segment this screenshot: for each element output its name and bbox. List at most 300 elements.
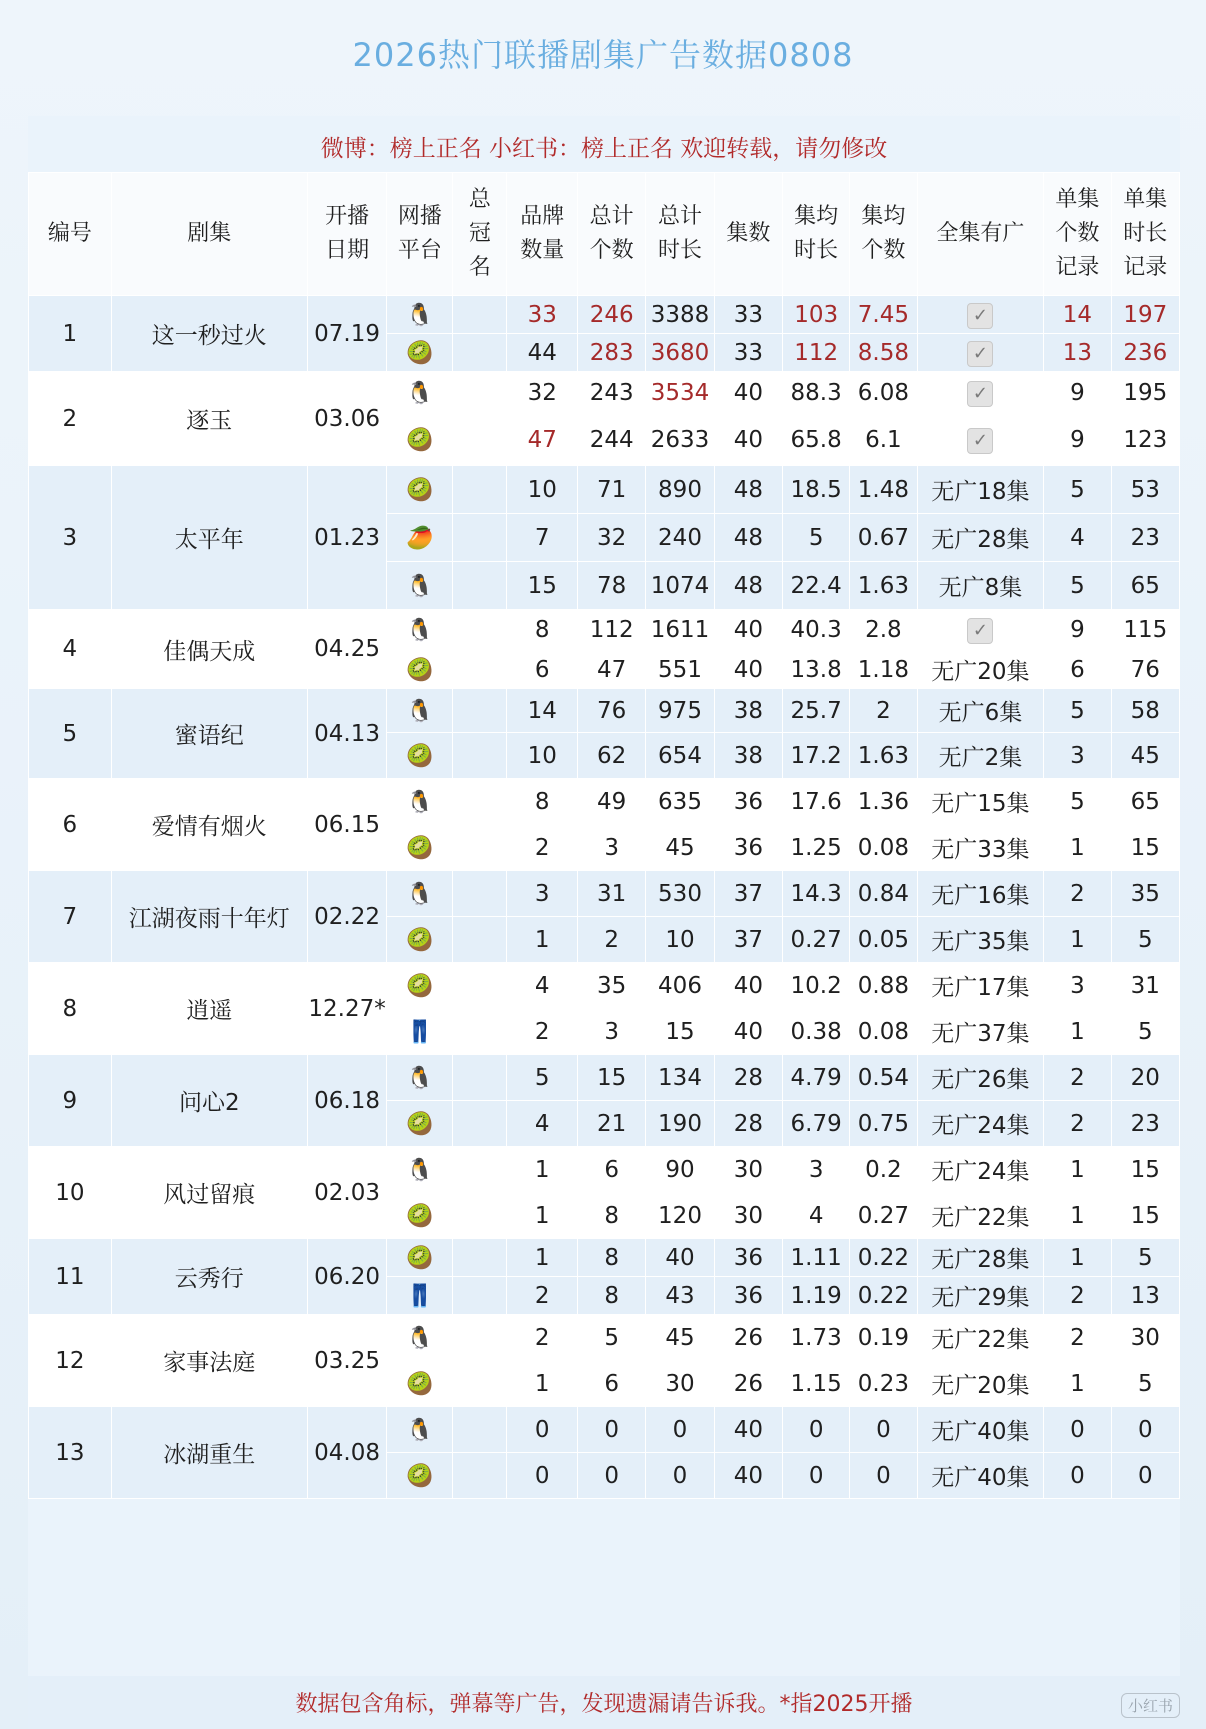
total-duration-cell: 2633 [646, 414, 714, 466]
ad-data-table [28, 172, 1180, 1499]
show-number-cell: 9 [29, 1055, 112, 1147]
single-count-cell: 3 [1044, 733, 1111, 779]
episodes-cell: 40 [714, 1009, 782, 1055]
single-duration-cell: 23 [1111, 514, 1179, 562]
penguin-icon: 🐧 [406, 881, 434, 907]
episodes-cell: 36 [714, 1239, 782, 1277]
kiwi-icon: 🥝 [406, 835, 434, 861]
mango-icon: 🥭 [406, 525, 434, 551]
platform-cell [387, 1361, 453, 1407]
show-name-cell: 风过留痕 [111, 1147, 307, 1239]
show-number-cell: 4 [29, 610, 112, 689]
kiwi-icon: 🥝 [406, 1371, 434, 1397]
column-header-line: 开播 [325, 203, 370, 229]
table-body [29, 296, 1180, 1499]
column-header-line: 时长 [657, 238, 702, 263]
episodes-cell: 33 [714, 334, 782, 372]
episodes-cell: 40 [714, 651, 782, 689]
total-duration-cell: 190 [646, 1101, 714, 1147]
brands-cell: 0 [507, 1453, 578, 1499]
episodes-cell: 40 [714, 610, 782, 651]
single-duration-cell: 13 [1111, 1277, 1179, 1315]
air-date-cell: 04.25 [307, 610, 386, 689]
single-count-cell: 0 [1044, 1407, 1111, 1453]
platform-cell [387, 1277, 453, 1315]
column-header-line: 总计 [657, 203, 702, 229]
total-duration-cell: 134 [646, 1055, 714, 1101]
column-header [387, 173, 453, 296]
total-count-cell: 112 [577, 610, 645, 651]
single-count-cell: 5 [1044, 779, 1111, 825]
kiwi-icon: 🥝 [406, 1463, 434, 1489]
single-duration-cell: 45 [1111, 733, 1179, 779]
single-duration-cell: 65 [1111, 779, 1179, 825]
avg-duration-cell: 17.6 [783, 779, 850, 825]
watermark-logo: 小红书 [1121, 1693, 1180, 1718]
single-count-cell: 1 [1044, 1361, 1111, 1407]
air-date-cell: 02.03 [307, 1147, 386, 1239]
sponsor-cell [453, 651, 507, 689]
avg-count-cell: 0.84 [850, 871, 917, 917]
air-date-cell: 03.06 [307, 372, 386, 466]
avg-duration-cell: 5 [783, 514, 850, 562]
all-ads-cell: 无广20集 [917, 1361, 1044, 1407]
total-duration-cell: 975 [646, 689, 714, 733]
column-header [307, 173, 386, 296]
jeans-icon: 👖 [406, 1283, 434, 1309]
episodes-cell: 33 [714, 296, 782, 334]
platform-cell [387, 963, 453, 1009]
single-duration-cell: 53 [1111, 466, 1179, 514]
sponsor-cell [453, 1407, 507, 1453]
column-header-line: 个数 [861, 238, 906, 263]
brands-cell: 1 [507, 1193, 578, 1239]
total-duration-cell: 15 [646, 1009, 714, 1055]
brands-cell: 33 [507, 296, 578, 334]
all-ads-cell: 无广40集 [917, 1453, 1044, 1499]
checkmark-icon: ✓ [967, 428, 993, 454]
avg-duration-cell: 17.2 [783, 733, 850, 779]
episodes-cell: 48 [714, 466, 782, 514]
show-name-cell: 逍遥 [111, 963, 307, 1055]
single-duration-cell: 30 [1111, 1315, 1179, 1361]
single-duration-cell: 123 [1111, 414, 1179, 466]
single-duration-cell: 5 [1111, 1009, 1179, 1055]
platform-cell [387, 1239, 453, 1277]
avg-duration-cell: 4.79 [783, 1055, 850, 1101]
air-date-cell: 03.25 [307, 1315, 386, 1407]
total-duration-cell: 3680 [646, 334, 714, 372]
column-header [453, 173, 507, 296]
kiwi-icon: 🥝 [406, 1203, 434, 1229]
show-number-cell: 8 [29, 963, 112, 1055]
single-count-cell: 2 [1044, 871, 1111, 917]
brands-cell: 2 [507, 1315, 578, 1361]
all-ads-cell [917, 296, 1044, 334]
avg-duration-cell: 10.2 [783, 963, 850, 1009]
total-duration-cell: 551 [646, 651, 714, 689]
episodes-cell: 28 [714, 1055, 782, 1101]
avg-duration-cell: 65.8 [783, 414, 850, 466]
episodes-cell: 30 [714, 1193, 782, 1239]
brands-cell: 1 [507, 917, 578, 963]
platform-cell [387, 871, 453, 917]
total-count-cell: 8 [577, 1277, 645, 1315]
column-header [783, 173, 850, 296]
platform-cell [387, 1101, 453, 1147]
total-duration-cell: 43 [646, 1277, 714, 1315]
all-ads-cell: 无广2集 [917, 733, 1044, 779]
show-number-cell: 7 [29, 871, 112, 963]
single-count-cell: 1 [1044, 825, 1111, 871]
kiwi-icon: 🥝 [406, 657, 434, 683]
all-ads-cell: 无广33集 [917, 825, 1044, 871]
episodes-cell: 36 [714, 825, 782, 871]
single-count-cell: 2 [1044, 1055, 1111, 1101]
sponsor-cell [453, 1147, 507, 1193]
platform-cell [387, 1055, 453, 1101]
table-row [29, 1147, 1180, 1193]
total-count-cell: 246 [577, 296, 645, 334]
platform-cell [387, 779, 453, 825]
column-header-line: 全集有广 [936, 220, 1025, 246]
episodes-cell: 40 [714, 414, 782, 466]
show-number-cell: 11 [29, 1239, 112, 1315]
sponsor-cell [453, 1101, 507, 1147]
single-duration-cell: 65 [1111, 562, 1179, 610]
avg-count-cell: 0.75 [850, 1101, 917, 1147]
avg-duration-cell: 1.19 [783, 1277, 850, 1315]
avg-count-cell: 0.2 [850, 1147, 917, 1193]
total-count-cell: 32 [577, 514, 645, 562]
platform-cell [387, 917, 453, 963]
brands-cell: 7 [507, 514, 578, 562]
penguin-icon: 🐧 [406, 1417, 434, 1443]
brands-cell: 6 [507, 651, 578, 689]
total-count-cell: 78 [577, 562, 645, 610]
total-duration-cell: 406 [646, 963, 714, 1009]
air-date-cell: 06.15 [307, 779, 386, 871]
platform-cell [387, 1407, 453, 1453]
single-count-cell: 1 [1044, 1193, 1111, 1239]
avg-count-cell: 0 [850, 1453, 917, 1499]
episodes-cell: 40 [714, 372, 782, 414]
sponsor-cell [453, 1239, 507, 1277]
air-date-cell: 12.27* [307, 963, 386, 1055]
column-header [1044, 173, 1111, 296]
penguin-icon: 🐧 [406, 573, 434, 599]
sponsor-cell [453, 1315, 507, 1361]
single-count-cell: 6 [1044, 651, 1111, 689]
avg-count-cell: 0.23 [850, 1361, 917, 1407]
avg-count-cell: 6.08 [850, 372, 917, 414]
sponsor-cell [453, 871, 507, 917]
episodes-cell: 26 [714, 1361, 782, 1407]
total-duration-cell: 635 [646, 779, 714, 825]
avg-count-cell: 1.48 [850, 466, 917, 514]
table-row [29, 963, 1180, 1009]
platform-cell [387, 610, 453, 651]
single-duration-cell: 195 [1111, 372, 1179, 414]
column-header-line: 网播 [397, 203, 442, 229]
single-duration-cell: 15 [1111, 1193, 1179, 1239]
table-row [29, 466, 1180, 514]
brands-cell: 15 [507, 562, 578, 610]
platform-cell [387, 414, 453, 466]
all-ads-cell: 无广24集 [917, 1101, 1044, 1147]
single-count-cell: 0 [1044, 1453, 1111, 1499]
total-count-cell: 62 [577, 733, 645, 779]
avg-count-cell: 1.63 [850, 562, 917, 610]
total-duration-cell: 240 [646, 514, 714, 562]
platform-cell [387, 1147, 453, 1193]
table-row [29, 610, 1180, 651]
brands-cell: 14 [507, 689, 578, 733]
single-count-cell: 5 [1044, 689, 1111, 733]
column-header [507, 173, 578, 296]
total-count-cell: 8 [577, 1239, 645, 1277]
show-name-cell: 江湖夜雨十年灯 [111, 871, 307, 963]
episodes-cell: 40 [714, 1453, 782, 1499]
column-header-line: 记录 [1055, 255, 1100, 281]
total-count-cell: 71 [577, 466, 645, 514]
platform-cell [387, 1453, 453, 1499]
episodes-cell: 36 [714, 779, 782, 825]
single-count-cell: 9 [1044, 372, 1111, 414]
total-duration-cell: 30 [646, 1361, 714, 1407]
avg-count-cell: 1.63 [850, 733, 917, 779]
avg-count-cell: 0.22 [850, 1277, 917, 1315]
all-ads-cell: 无广28集 [917, 514, 1044, 562]
show-name-cell: 佳偶天成 [111, 610, 307, 689]
all-ads-cell: 无广17集 [917, 963, 1044, 1009]
air-date-cell: 06.18 [307, 1055, 386, 1147]
total-duration-cell: 0 [646, 1407, 714, 1453]
single-count-cell: 4 [1044, 514, 1111, 562]
total-count-cell: 21 [577, 1101, 645, 1147]
all-ads-cell [917, 610, 1044, 651]
sponsor-cell [453, 1055, 507, 1101]
avg-count-cell: 0.08 [850, 825, 917, 871]
total-count-cell: 6 [577, 1361, 645, 1407]
episodes-cell: 38 [714, 733, 782, 779]
all-ads-cell: 无广20集 [917, 651, 1044, 689]
show-name-cell: 问心2 [111, 1055, 307, 1147]
all-ads-cell: 无广16集 [917, 871, 1044, 917]
show-name-cell: 蜜语纪 [111, 689, 307, 779]
column-header [850, 173, 917, 296]
avg-duration-cell: 6.79 [783, 1101, 850, 1147]
brands-cell: 1 [507, 1239, 578, 1277]
total-count-cell: 6 [577, 1147, 645, 1193]
sponsor-cell [453, 963, 507, 1009]
single-count-cell: 1 [1044, 1239, 1111, 1277]
total-duration-cell: 120 [646, 1193, 714, 1239]
show-name-cell: 冰湖重生 [111, 1407, 307, 1499]
total-count-cell: 0 [577, 1407, 645, 1453]
single-duration-cell: 0 [1111, 1453, 1179, 1499]
kiwi-icon: 🥝 [406, 973, 434, 999]
total-duration-cell: 1074 [646, 562, 714, 610]
air-date-cell: 07.19 [307, 296, 386, 372]
single-count-cell: 2 [1044, 1315, 1111, 1361]
all-ads-cell: 无广22集 [917, 1315, 1044, 1361]
source-banner: 微博：榜上正名 小红书：榜上正名 欢迎转载，请勿修改 [320, 135, 888, 162]
single-duration-cell: 31 [1111, 963, 1179, 1009]
show-name-cell: 云秀行 [111, 1239, 307, 1315]
brands-cell: 1 [507, 1147, 578, 1193]
column-header-line: 数量 [520, 238, 565, 263]
single-duration-cell: 197 [1111, 296, 1179, 334]
total-count-cell: 0 [577, 1453, 645, 1499]
total-duration-cell: 40 [646, 1239, 714, 1277]
kiwi-icon: 🥝 [406, 477, 434, 503]
brands-cell: 5 [507, 1055, 578, 1101]
kiwi-icon: 🥝 [406, 743, 434, 769]
show-number-cell: 1 [29, 296, 112, 372]
show-name-cell: 爱情有烟火 [111, 779, 307, 871]
avg-duration-cell: 1.11 [783, 1239, 850, 1277]
avg-duration-cell: 0.27 [783, 917, 850, 963]
avg-count-cell: 0.54 [850, 1055, 917, 1101]
platform-cell [387, 1315, 453, 1361]
column-header-line: 时长 [794, 238, 839, 263]
sponsor-cell [453, 825, 507, 871]
total-duration-cell: 10 [646, 917, 714, 963]
total-count-cell: 3 [577, 825, 645, 871]
brands-cell: 47 [507, 414, 578, 466]
sponsor-cell [453, 372, 507, 414]
total-count-cell: 15 [577, 1055, 645, 1101]
avg-duration-cell: 112 [783, 334, 850, 372]
avg-duration-cell: 14.3 [783, 871, 850, 917]
platform-cell [387, 334, 453, 372]
penguin-icon: 🐧 [406, 1157, 434, 1183]
single-duration-cell: 5 [1111, 917, 1179, 963]
show-number-cell: 13 [29, 1407, 112, 1499]
avg-count-cell: 0.27 [850, 1193, 917, 1239]
brands-cell: 2 [507, 1277, 578, 1315]
total-duration-cell: 654 [646, 733, 714, 779]
total-duration-cell: 45 [646, 1315, 714, 1361]
single-duration-cell: 5 [1111, 1239, 1179, 1277]
all-ads-cell: 无广28集 [917, 1239, 1044, 1277]
brands-cell: 44 [507, 334, 578, 372]
avg-count-cell: 0.88 [850, 963, 917, 1009]
single-duration-cell: 20 [1111, 1055, 1179, 1101]
column-header-line: 单集 [1123, 186, 1168, 212]
single-count-cell: 5 [1044, 562, 1111, 610]
sponsor-cell [453, 733, 507, 779]
all-ads-cell: 无广26集 [917, 1055, 1044, 1101]
avg-count-cell: 1.36 [850, 779, 917, 825]
avg-duration-cell: 88.3 [783, 372, 850, 414]
sponsor-cell [453, 610, 507, 651]
sponsor-cell [453, 1193, 507, 1239]
checkmark-icon: ✓ [967, 303, 993, 329]
total-count-cell: 283 [577, 334, 645, 372]
show-number-cell: 2 [29, 372, 112, 466]
jeans-icon: 👖 [406, 1019, 434, 1045]
avg-duration-cell: 1.25 [783, 825, 850, 871]
sponsor-cell [453, 689, 507, 733]
avg-count-cell: 0.19 [850, 1315, 917, 1361]
sponsor-cell [453, 1277, 507, 1315]
column-header-line: 个数 [1055, 220, 1100, 246]
total-count-cell: 49 [577, 779, 645, 825]
sponsor-cell [453, 779, 507, 825]
brands-cell: 0 [507, 1407, 578, 1453]
table-row [29, 296, 1180, 334]
table-row [29, 871, 1180, 917]
column-header-line: 个数 [589, 238, 634, 263]
total-count-cell: 47 [577, 651, 645, 689]
all-ads-cell: 无广6集 [917, 689, 1044, 733]
single-duration-cell: 23 [1111, 1101, 1179, 1147]
episodes-cell: 37 [714, 917, 782, 963]
avg-count-cell: 0.05 [850, 917, 917, 963]
total-count-cell: 76 [577, 689, 645, 733]
avg-count-cell: 2 [850, 689, 917, 733]
air-date-cell: 01.23 [307, 466, 386, 610]
sponsor-cell [453, 917, 507, 963]
avg-duration-cell: 18.5 [783, 466, 850, 514]
single-count-cell: 3 [1044, 963, 1111, 1009]
total-count-cell: 3 [577, 1009, 645, 1055]
all-ads-cell [917, 414, 1044, 466]
avg-duration-cell: 3 [783, 1147, 850, 1193]
platform-cell [387, 651, 453, 689]
episodes-cell: 40 [714, 1407, 782, 1453]
table-row [29, 1239, 1180, 1277]
total-duration-cell: 0 [646, 1453, 714, 1499]
avg-duration-cell: 103 [783, 296, 850, 334]
all-ads-cell: 无广40集 [917, 1407, 1044, 1453]
show-number-cell: 3 [29, 466, 112, 610]
single-count-cell: 2 [1044, 1101, 1111, 1147]
all-ads-cell: 无广22集 [917, 1193, 1044, 1239]
column-header-line: 集数 [726, 220, 771, 246]
column-header-line: 日期 [325, 238, 370, 263]
single-count-cell: 2 [1044, 1277, 1111, 1315]
brands-cell: 8 [507, 779, 578, 825]
table-row [29, 689, 1180, 733]
brands-cell: 4 [507, 1101, 578, 1147]
column-header-line: 品牌 [520, 203, 565, 229]
penguin-icon: 🐧 [406, 698, 434, 724]
single-duration-cell: 35 [1111, 871, 1179, 917]
platform-cell [387, 372, 453, 414]
avg-duration-cell: 0.38 [783, 1009, 850, 1055]
total-duration-cell: 3534 [646, 372, 714, 414]
kiwi-icon: 🥝 [406, 340, 434, 366]
single-count-cell: 5 [1044, 466, 1111, 514]
show-name-cell: 太平年 [111, 466, 307, 610]
sponsor-cell [453, 1453, 507, 1499]
column-header-line: 集均 [861, 203, 906, 229]
avg-duration-cell: 1.73 [783, 1315, 850, 1361]
platform-cell [387, 733, 453, 779]
avg-count-cell: 0 [850, 1407, 917, 1453]
platform-cell [387, 514, 453, 562]
show-number-cell: 10 [29, 1147, 112, 1239]
all-ads-cell: 无广37集 [917, 1009, 1044, 1055]
all-ads-cell [917, 334, 1044, 372]
single-duration-cell: 15 [1111, 1147, 1179, 1193]
total-duration-cell: 45 [646, 825, 714, 871]
avg-duration-cell: 4 [783, 1193, 850, 1239]
avg-duration-cell: 40.3 [783, 610, 850, 651]
